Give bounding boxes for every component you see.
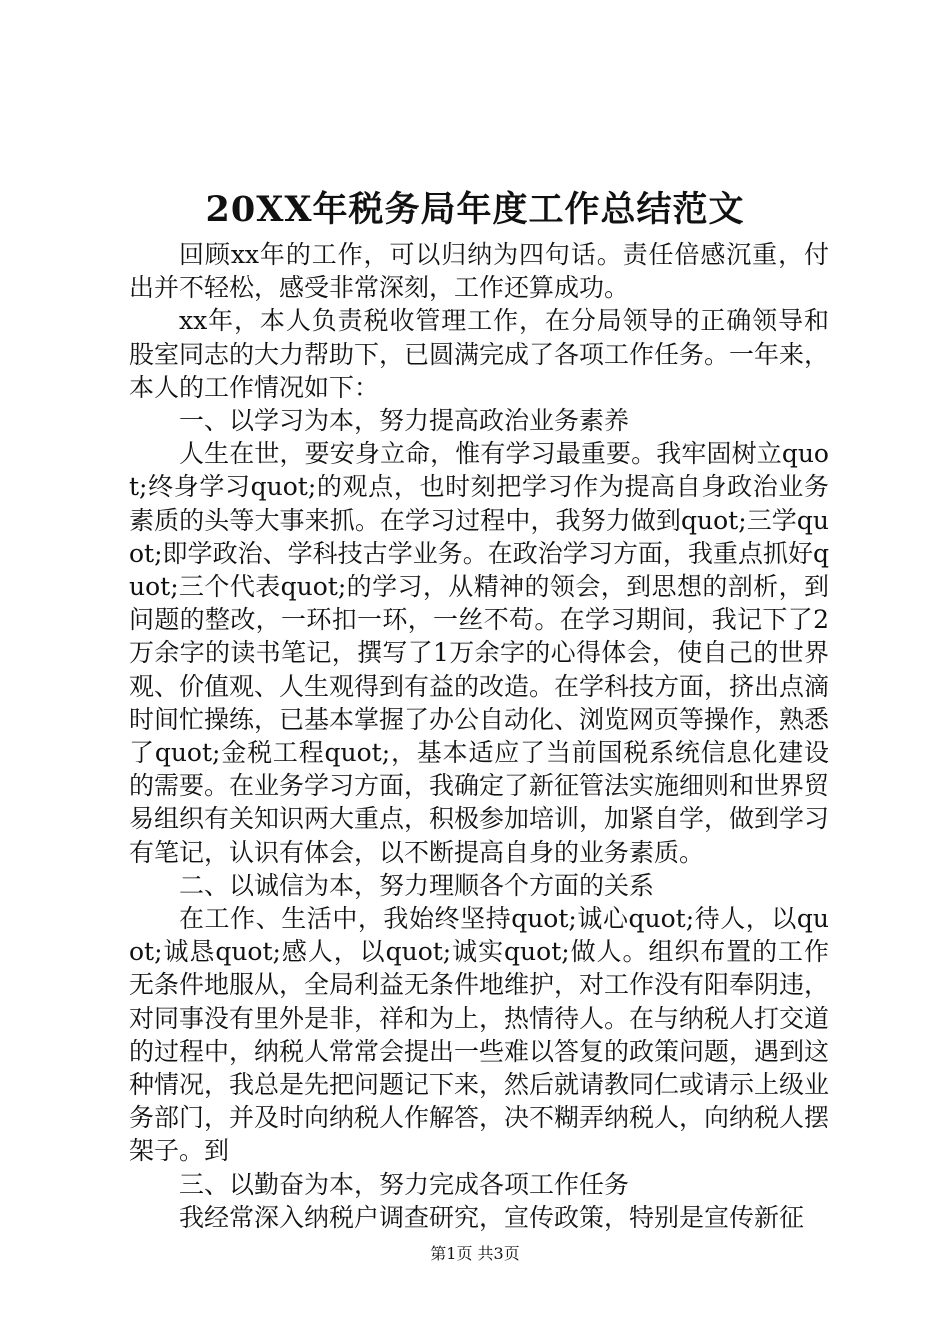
paragraph-study: 人生在世，要安身立命，惟有学习最重要。我牢固树立quot;终身学习quot;的观点，也时刻把学习作为提高自身政治业务素质的头等大事来抓。在学习过程中，我努力做到quot;三学quot;即学政治、学科技古学业务。在政治学习方面，我重点抓好quot;三个代表quot;的学习，从精神的领会，到思想的剖析，到问题的整改，一环扣一环，一丝不苟。在学习期间，我记下了2万余字的读书笔记，撰写了1万余字的心得体会，使自己的世界观、价值观、人生观得到有益的改造。在学科技方面，挤出点滴时间忙操练，已基本掌握了办公自动化、浏览网页等操作，熟悉了quot;金税工程quot;，基本适应了当前国税系统信息化建设的需要。在业务学习方面，我确定了新征管法实施细则和世界贸易组织有关知识两大重点，积极参加培训，加紧自学，做到学习有笔记，认识有体会，以不断提高自身的业务素质。 xyxy=(129,439,830,867)
paragraph-intro: 回顾xx年的工作，可以归纳为四句话。责任倍感沉重，付出并不轻松，感受非常深刻，工作还算成功。 xyxy=(129,240,829,303)
document-title: 20XX年税务局年度工作总结范文 xyxy=(205,189,745,230)
paragraph-diligence: 我经常深入纳税户调查研究，宣传政策，特别是宣传新征 xyxy=(179,1202,805,1232)
section-heading-2: 二、以诚信为本，努力理顺各个方面的关系 xyxy=(179,870,655,900)
document-body xyxy=(129,238,829,1234)
section-heading-1: 一、以学习为本，努力提高政治业务素养 xyxy=(179,406,630,436)
paragraph-overview: xx年，本人负责税收管理工作，在分局领导的正确领导和股室同志的大力帮助下，已圆满完成了各项工作任务。一年来，本人的工作情况如下： xyxy=(129,306,830,402)
page-footer: 第1页 共3页 xyxy=(430,1244,520,1263)
section-heading-3: 三、以勤奋为本，努力完成各项工作任务 xyxy=(179,1169,630,1199)
paragraph-integrity: 在工作、生活中，我始终坚持quot;诚心quot;待人，以quot;诚恳quot;感人，以quot;诚实quot;做人。组织布置的工作无条件地服从，全局利益无条件地维护，对工作没有阳奉阴违，对同事没有里外是非，祥和为上，热情待人。在与纳税人打交道的过程中，纳税人常常会提出一些难以答复的政策问题，遇到这种情况，我总是先把问题记下来，然后就请教同仁或请示上级业务部门，并及时向纳税人作解答，决不糊弄纳税人，向纳税人摆架子。到 xyxy=(129,904,830,1166)
